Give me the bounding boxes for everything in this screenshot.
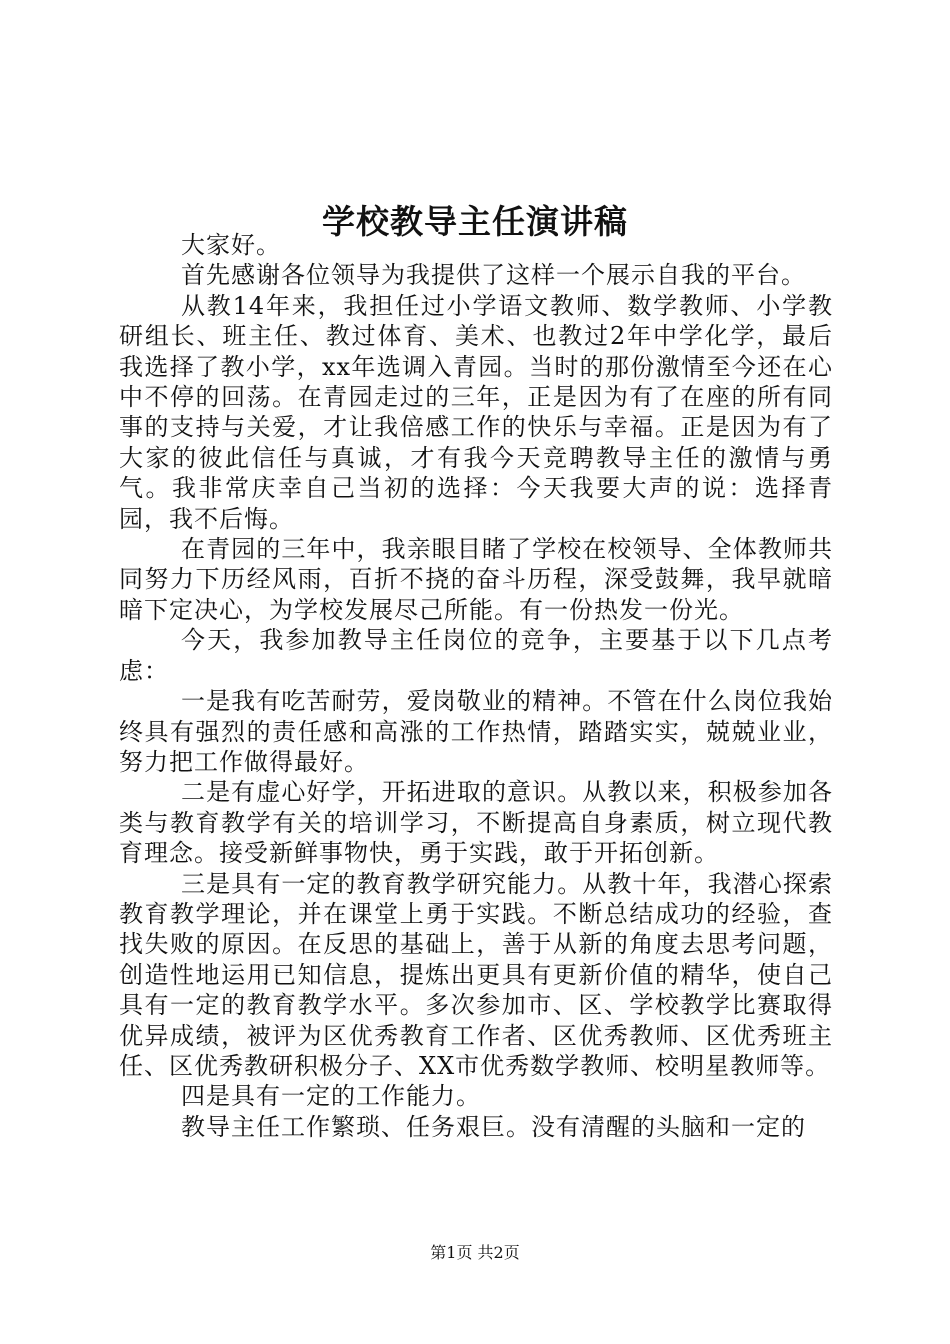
paragraph-greeting: 大家好。 xyxy=(181,231,281,259)
paragraph-reason-four: 四是具有一定的工作能力。 xyxy=(181,1082,481,1111)
document-title: 学校教导主任演讲稿 xyxy=(322,202,628,242)
paragraph-reason-one: 一是我有吃苦耐劳，爱岗敬业的精神。不管在什么岗位我始终具有强烈的责任感和高涨的工作热情，踏踏实实，兢兢业业，努力把工作做得最好。 xyxy=(119,687,833,776)
paragraph-reasons-intro: 今天，我参加教导主任岗位的竞争，主要基于以下几点考虑： xyxy=(119,626,833,685)
paragraph-background: 从教14年来，我担任过小学语文教师、数学教师、小学教研组长、班主任、教过体育、美术、也教过2年中学化学，最后我选择了教小学，xx年选调入青园。当时的那份激情至今还在心中不停的回荡。在青园走过的三年，正是因为有了在座的所有同事的支持与关爱，才让我倍感工作的快乐与幸福。正是因为有了大家的彼此信任与真诚，才有我今天竞聘教导主任的激情与勇气。我非常庆幸自己当初的选择：今天我要大声的说：选择青园，我不后悔。 xyxy=(119,291,833,533)
paragraph-reason-two: 二是有虚心好学，开拓进取的意识。从教以来，积极参加各类与教育教学有关的培训学习，不断提高自身素质，树立现代教育理念。接受新鲜事物快，勇于实践，敢于开拓创新。 xyxy=(119,778,833,868)
paragraph-three-years: 在青园的三年中，我亲眼目睹了学校在校领导、全体教师共同努力下历经风雨，百折不挠的奋斗历程，深受鼓舞，我早就暗暗下定决心，为学校发展尽己所能。有一份热发一份光。 xyxy=(119,535,833,624)
paragraph-thanks: 首先感谢各位领导为我提供了这样一个展示自我的平台。 xyxy=(181,261,806,290)
paragraph-duties: 教导主任工作繁琐、任务艰巨。没有清醒的头脑和一定的 xyxy=(181,1112,806,1141)
paragraph-reason-three: 三是具有一定的教育教学研究能力。从教十年，我潜心探索教育教学理论，并在课堂上勇于实践。不断总结成功的经验，查找失败的原因。在反思的基础上，善于从新的角度去思考问题，创造性地运用已知信息，提炼出更具有更新价值的精华，使自己具有一定的教育教学水平。多次参加市、区、学校教学比赛取得优异成绩，被评为区优秀教育工作者、区优秀教师、区优秀班主任、区优秀教研积极分子、XX市优秀数学教师、校明星教师等。 xyxy=(119,869,833,1080)
page-number: 第1页 共2页 xyxy=(430,1243,520,1262)
document-body xyxy=(119,230,833,1142)
